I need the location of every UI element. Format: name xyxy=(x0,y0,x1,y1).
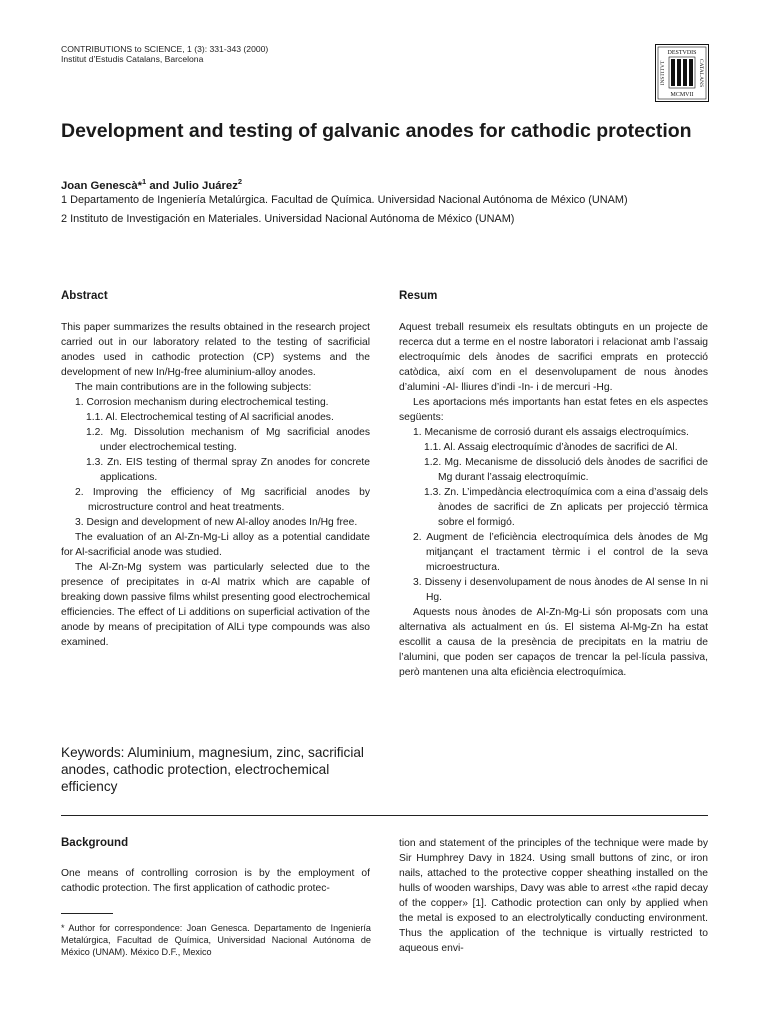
affiliation-2: 2 Instituto de Investigación en Materiales. Universidad Nacional Autónoma de México (UNAM) xyxy=(61,213,515,225)
author-1: Joan Genescà* xyxy=(61,179,143,192)
footnote-rule xyxy=(61,913,113,914)
resum-list-item: 2. Augment de l’eficiència electroquímica dels ànodes de Mg mitjançant el tractament tèrmic i el control de la seva microestructura. xyxy=(413,532,708,573)
keywords: Keywords: Aluminium, magnesium, zinc, sacrificial anodes, cathodic protection, electrochemical efficiency xyxy=(61,745,364,794)
abstract-list-item: 1.2. Mg. Dissolution mechanism of Mg sacrificial anodes under electrochemical testing. xyxy=(86,427,370,453)
logo-right-text: CATALANS xyxy=(698,58,704,88)
abstract-paragraph-3: The Al-Zn-Mg system was particularly selected due to the presence of precipitates in α-Al matrix which are capable of breaking down passive films whilst presenting good electrochemical efficiencies. The effect of Li additions on superficial activation of the anode by means of precipitation of AlLi type compounds was also examined. xyxy=(61,562,370,648)
paper-title: Development and testing of galvanic anodes for cathodic protection xyxy=(61,120,692,142)
institute-logo xyxy=(655,44,709,102)
author-2-affiliation-mark: 2 xyxy=(237,177,243,186)
section-divider xyxy=(61,815,708,816)
abstract-lead: The main contributions are in the following subjects: xyxy=(75,382,312,393)
footnote: * Author for correspondence: Joan Genesca. Departamento de Ingeniería Metalúrgica, Facultad de Química, Universidad Nacional Autónoma de México (UNAM). México D.F., Mexico xyxy=(61,923,371,957)
logo-left-text: INSTITVT xyxy=(660,60,666,86)
background-text-right: tion and statement of the principles of the technique were made by Sir Humphrey Davy in 1824. Using small buttons of zinc, or iron nails, attached to the protective copper sheathing installed on the hulls of wooden warships, Davy was able to arrest «the rapid decay of the copper» [1]. Cathodic protection can only by applied when the metal is exposed to an electrolytically conducting environment. Thus the application of the technique is virtually restricted to aqueous envi- xyxy=(399,838,708,954)
resum-list-item: 1. Mecanisme de corrosió durant els assaigs electroquímics. xyxy=(413,427,689,438)
resum-lead: Les aportacions més importants han estat fetes en els aspectes següents: xyxy=(399,397,708,423)
resum-list-item: 1.3. Zn. L’impedància electroquímica com a eina d’assaig dels ànodes de sacrifici de Zn aplicats per projecció tèrmica sobre el formigó. xyxy=(424,487,708,528)
resum-paragraph-2: Aquests nous ànodes de Al-Zn-Mg-Li són proposats com una alternativa als actualment en ús. El sistema Al-Mg-Zn ha estat escollit a causa de la presència de precipitats en la matriu de l’alumini, que poden ser capaços de trencar la pel·lícula passiva, però mantenen una alta eficiència electroquímica. xyxy=(399,607,708,678)
resum-intro: Aquest treball resumeix els resultats obtinguts en un projecte de recerca dut a terme en el nostre laboratori i relacionat amb l’assaig electroquímic dels ànodes de sacrifici emprats en protecció catòdica, així com en el desenvolupament de nous ànodes d’alumini -Al- lliures d’indi -In- i de mercuri -Hg. xyxy=(399,322,708,393)
author-connector: and xyxy=(146,179,173,192)
resum-list-item: 1.2. Mg. Mecanisme de dissolució dels ànodes de sacrifici de Mg durant l’assaig electroquímic. xyxy=(424,457,708,483)
abstract-list-item: 1. Corrosion mechanism during electrochemical testing. xyxy=(75,397,329,408)
background-heading: Background xyxy=(61,837,129,849)
resum-body xyxy=(399,320,708,680)
logo-bottom-text: MCMVII xyxy=(670,92,694,98)
journal-citation: CONTRIBUTIONS to SCIENCE, 1 (3): 331-343 (2000) xyxy=(61,44,269,54)
resum-list-item: 3. Disseny i desenvolupament de nous ànodes de Al sense In ni Hg. xyxy=(413,577,708,603)
abstract-list-item: 3. Design and development of new Al-alloy anodes In/Hg free. xyxy=(75,517,358,528)
logo-top-text: DESTVDIS xyxy=(667,50,697,56)
affiliation-1: 1 Departamento de Ingeniería Metalúrgica. Facultad de Química. Universidad Nacional Autónoma de México (UNAM) xyxy=(61,194,628,206)
author-2: Julio Juárez xyxy=(172,179,238,192)
resum-heading: Resum xyxy=(399,290,438,302)
abstract-body xyxy=(61,320,370,650)
abstract-list-item: 1.1. Al. Electrochemical testing of Al sacrificial anodes. xyxy=(86,412,334,423)
abstract-heading: Abstract xyxy=(61,290,108,302)
background-text-left: One means of controlling corrosion is by the employment of cathodic protection. The first application of cathodic protec- xyxy=(61,868,370,894)
abstract-list-item: 1.3. Zn. EIS testing of thermal spray Zn anodes for concrete applications. xyxy=(86,457,370,483)
running-header xyxy=(61,45,268,64)
institute-line: Institut d’Estudis Catalans, Barcelona xyxy=(61,53,204,64)
author-1-affiliation-mark: 1 xyxy=(142,177,147,186)
abstract-list-item: 2. Improving the efficiency of Mg sacrificial anodes by microstructure control and heat treatments. xyxy=(75,487,370,513)
abstract-intro: This paper summarizes the results obtained in the research project carried out in our laboratory related to the testing of sacrificial anodes used in cathodic protection (CP) systems and the development of new In/Hg-free aluminium-alloy anodes. xyxy=(61,322,370,378)
abstract-paragraph-2: The evaluation of an Al-Zn-Mg-Li alloy as a potential candidate for Al-sacrificial anode was studied. xyxy=(61,532,370,558)
authors xyxy=(61,177,242,192)
resum-list-item: 1.1. Al. Assaig electroquímic d’ànodes de sacrifici de Al. xyxy=(424,442,678,453)
